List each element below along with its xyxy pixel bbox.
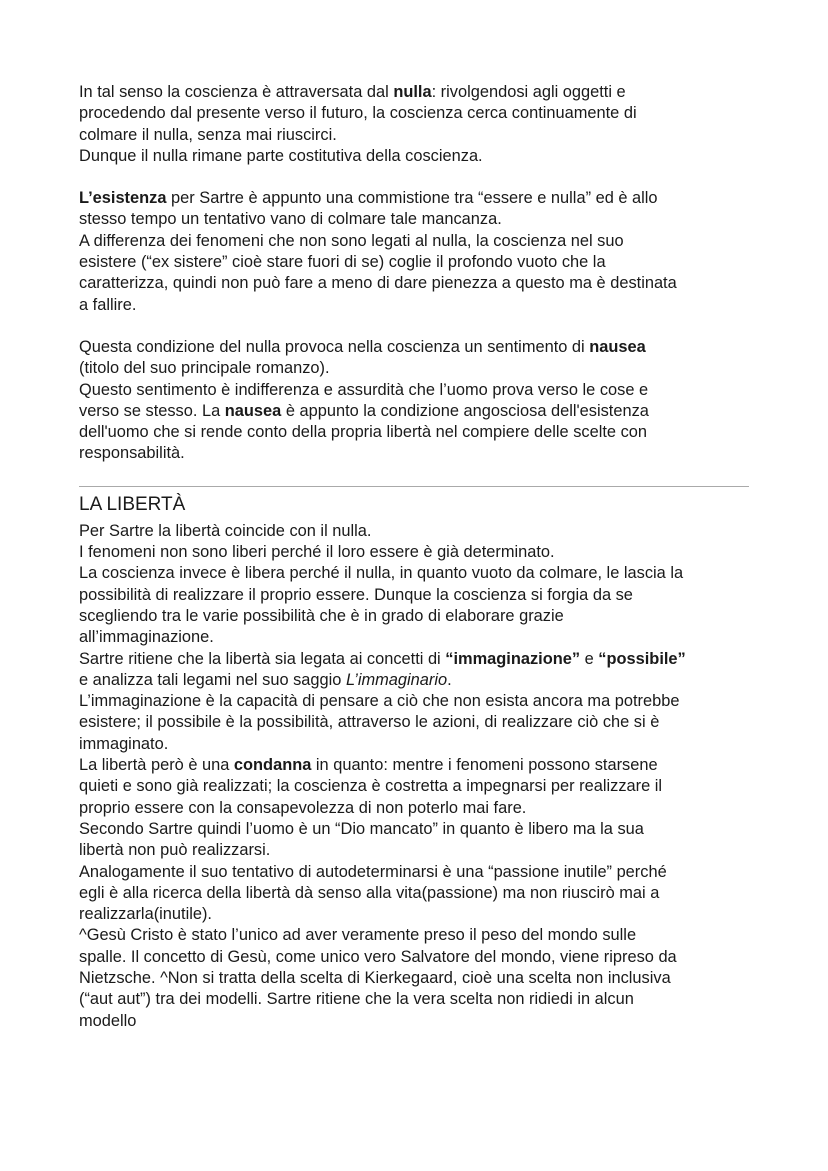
text-line [79,734,749,755]
text-line [79,521,749,542]
text-line [79,968,749,989]
text-span: per Sartre è appunto una commistione tra “essere e nulla” ed è allo [166,189,658,208]
text-span: Analogamente il suo tentativo di autodeterminarsi è una “passione inutile” perché [79,862,667,881]
text-line [79,798,749,819]
text-span: esistere (“ex sistere” cioè stare fuori di se) coglie il profondo vuoto che la [79,253,606,272]
text-span: a fallire. [79,295,137,314]
text-span: procedendo dal presente verso il futuro, la coscienza cerca continuamente di [79,104,637,123]
text-line [79,883,749,904]
text-span: Sartre ritiene che la libertà sia legata ai concetti di [79,649,446,668]
text-line [79,585,749,606]
text-line [79,755,749,776]
text-line [79,542,749,563]
text-span: A differenza dei fenomeni che non sono legati al nulla, la coscienza nel suo [79,231,624,250]
bold-term: “possibile” [598,649,686,668]
text-span: La coscienza invece è libera perché il nulla, in quanto vuoto da colmare, le lascia la [79,564,684,583]
bold-term: nulla [393,83,432,101]
text-span: realizzarla(inutile). [79,905,212,924]
text-span: responsabilità. [79,444,185,463]
italic-title: L’immaginario [345,670,448,689]
text-span: immaginato. [79,734,169,753]
bold-term: condanna [233,756,312,775]
text-line [79,295,749,316]
text-line [79,840,749,861]
text-span: : rivolgendosi agli oggetti e [431,83,626,101]
paragraph [79,188,749,316]
text-line [79,231,749,252]
text-span: in quanto: mentre i fenomeni possono starsene [311,756,658,775]
text-line [79,862,749,883]
text-line [79,691,749,712]
text-span: Dunque il nulla rimane parte costitutiva della coscienza. [79,146,483,165]
text-span: e analizza tali legami nel suo saggio [79,670,346,689]
text-span: quieti e sono già realizzati; la coscienza è costretta a impegnarsi per realizzare il [79,777,663,796]
text-line [79,358,749,379]
text-line [79,188,749,209]
text-span: spalle. Il concetto di Gesù, come unico vero Salvatore del mondo, viene ripreso da [79,947,677,966]
text-span: e [580,649,599,668]
bold-term: nausea [589,337,646,356]
text-span: ^Gesù Cristo è stato l’unico ad aver veramente preso il peso del mondo sulle [79,926,637,945]
text-line [79,146,749,167]
text-line [79,82,749,103]
text-line [79,712,749,733]
section-heading: LA LIBERTÀ [79,493,186,515]
text-line [79,670,749,691]
text-span: caratterizza, quindi non può fare a meno di dare pienezza a questo ma è destinata [79,274,677,293]
text-line [79,422,749,443]
text-line [79,125,749,146]
paragraph [79,337,749,465]
text-span: dell'uomo che si rende conto della propria libertà nel compiere delle scelte con [79,423,648,442]
text-line [79,606,749,627]
section-divider [79,486,749,487]
text-span: . [447,670,452,689]
text-line [79,252,749,273]
text-span: verso se stesso. La [79,401,225,420]
text-line [79,649,749,670]
text-line [79,209,749,230]
text-line [79,103,749,124]
section-esistenza-nausea [79,82,749,465]
text-span: Secondo Sartre quindi l’uomo è un “Dio mancato” in quanto è libero ma la sua [79,819,644,838]
text-span: stesso tempo un tentativo vano di colmare tale mancanza. [79,210,502,229]
text-line [79,925,749,946]
text-line [79,904,749,925]
text-span: Questa condizione del nulla provoca nella coscienza un sentimento di [79,337,590,356]
text-line [79,819,749,840]
text-span: libertà non può realizzarsi. [79,841,271,860]
text-span: La libertà però è una [79,756,234,775]
text-span: è appunto la condizione angosciosa dell'esistenza [281,401,649,420]
text-line [79,337,749,358]
bold-term: nausea [224,401,282,420]
text-line [79,401,749,422]
text-line [79,273,749,294]
text-span: (“aut aut”) tra dei modelli. Sartre ritiene che la vera scelta non ridiedi in alcun [79,990,634,1009]
text-line [79,989,749,1010]
section-liberta [79,521,749,1032]
bold-term: “immaginazione” [445,649,581,668]
paragraph [79,82,749,167]
text-line [79,1011,749,1032]
text-line [79,380,749,401]
text-span: all’immaginazione. [79,628,214,647]
text-line [79,563,749,584]
text-span: colmare il nulla, senza mai riuscirci. [79,125,337,144]
text-line [79,627,749,648]
text-span: Nietzsche. ^Non si tratta della scelta di Kierkegaard, cioè una scelta non inclusiva [79,968,671,987]
text-line [79,947,749,968]
text-span: esistere; il possibile è la possibilità, attraverso le azioni, di realizzare ciò che si è [79,713,660,732]
text-span: L’immaginazione è la capacità di pensare a ciò che non esista ancora ma potrebbe [79,692,680,711]
bold-term: L’esistenza [79,189,167,208]
text-span: possibilità di realizzare il proprio essere. Dunque la coscienza si forgia da se [79,585,633,604]
text-span: (titolo del suo principale romanzo). [79,359,330,378]
text-span: Questo sentimento è indifferenza e assurdità che l’uomo prova verso le cose e [79,380,649,399]
paragraph [79,521,749,1032]
text-span: Per Sartre la libertà coincide con il nulla. [79,521,372,540]
text-span: proprio essere con la consapevolezza di non poterlo mai fare. [79,798,527,817]
text-line [79,443,749,464]
text-span: I fenomeni non sono liberi perché il loro essere è già determinato. [79,543,555,562]
text-span: modello [79,1011,137,1030]
text-span: egli è alla ricerca della libertà dà senso alla vita(passione) ma non riuscirò mai a [79,883,660,902]
text-span: In tal senso la coscienza è attraversata dal [79,83,394,101]
text-span: scegliendo tra le varie possibilità che è in grado di elaborare grazie [79,606,564,625]
text-line [79,776,749,797]
document-page [79,82,749,1053]
